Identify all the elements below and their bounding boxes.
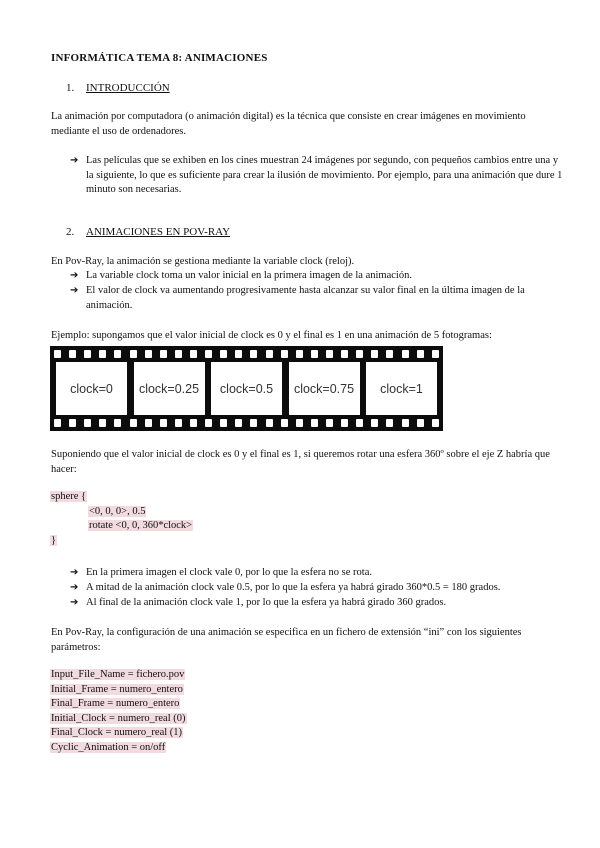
section-number: 2. — [66, 226, 75, 238]
film-hole — [402, 419, 409, 427]
code-line: } — [51, 534, 57, 546]
film-hole — [296, 350, 303, 358]
film-hole — [54, 419, 61, 427]
film-hole — [386, 350, 393, 358]
film-hole — [281, 350, 288, 358]
bullet-text: El valor de clock va aumentando progresivamente hasta alcanzar su valor final en la última imagen de la animación. — [86, 285, 525, 311]
film-hole — [145, 419, 152, 427]
film-hole — [220, 419, 227, 427]
ini-paragraph: En Pov-Ray, la configuración de una animación se especifica en un fichero de extensión “ini” con los siguientes parámetros: — [51, 627, 522, 653]
film-frame: clock=0.25 — [134, 362, 205, 415]
arrow-icon: ➔ — [70, 597, 79, 608]
film-hole — [341, 350, 348, 358]
film-hole — [386, 419, 393, 427]
param-line: Final_Frame = numero_entero — [51, 698, 180, 709]
film-hole — [205, 350, 212, 358]
film-hole — [220, 350, 227, 358]
povray-bullet — [70, 269, 564, 284]
film-hole — [266, 350, 273, 358]
film-hole — [250, 350, 257, 358]
film-hole — [235, 350, 242, 358]
film-holes-top — [54, 350, 439, 358]
param-line: Cyclic_Animation = on/off — [51, 741, 166, 753]
rotation-bullet — [70, 566, 564, 581]
code-line: rotate <0, 0, 360*clock> — [89, 520, 193, 531]
film-hole — [69, 419, 76, 427]
arrow-icon: ➔ — [70, 567, 79, 578]
bullet-text: Al final de la animación clock vale 1, por lo que la esfera ya habrá girado 360 grados. — [86, 597, 447, 608]
document-title: INFORMÁTICA TEMA 8: ANIMACIONES — [51, 52, 268, 64]
film-frame: clock=0 — [56, 362, 127, 415]
film-hole — [417, 419, 424, 427]
film-hole — [432, 350, 439, 358]
rotation-bullet — [70, 581, 564, 596]
film-hole — [296, 419, 303, 427]
rotation-paragraph: Suponiendo que el valor inicial de clock es 0 y el final es 1, si queremos rotar una esfera 360º sobre el eje Z habría que hacer: — [51, 449, 550, 475]
code-block-sphere — [50, 490, 193, 548]
film-hole — [402, 350, 409, 358]
film-hole — [84, 350, 91, 358]
section-heading-povray — [66, 226, 230, 238]
film-hole — [356, 350, 363, 358]
film-hole — [326, 419, 333, 427]
film-hole — [160, 419, 167, 427]
film-hole — [205, 419, 212, 427]
film-hole — [99, 419, 106, 427]
param-line: Input_File_Name = fichero.pov — [51, 669, 185, 680]
section-heading-intro — [66, 82, 170, 94]
code-line: <0, 0, 0>, 0.5 — [89, 505, 146, 517]
film-frame: clock=1 — [366, 362, 437, 415]
film-hole — [341, 419, 348, 427]
film-hole — [371, 419, 378, 427]
film-hole — [145, 350, 152, 358]
film-holes-bottom — [54, 419, 439, 427]
code-block-ini — [50, 668, 187, 755]
param-line: Initial_Frame = numero_entero — [51, 683, 183, 695]
film-frame: clock=0.75 — [289, 362, 360, 415]
film-hole — [417, 350, 424, 358]
bullet-text: Las películas que se exhiben en los cines muestran 24 imágenes por segundo, con pequeños cambios entre una y la siguiente, lo que es suficiente para crear la ilusión de movimiento. Por ejemplo, para una animación que dure 1 minuto son necesarias. — [86, 155, 563, 195]
bullet-text: La variable clock toma un valor inicial en la primera imagen de la animación. — [86, 270, 412, 281]
film-frame: clock=0.5 — [211, 362, 282, 415]
film-hole — [371, 350, 378, 358]
code-line: sphere { — [51, 491, 87, 502]
povray-bullet — [70, 284, 564, 313]
film-hole — [99, 350, 106, 358]
intro-bullet — [70, 154, 564, 198]
param-line: Final_Clock = numero_real (1) — [51, 727, 183, 738]
film-hole — [311, 419, 318, 427]
film-hole — [356, 419, 363, 427]
film-hole — [84, 419, 91, 427]
film-strip — [50, 346, 443, 431]
film-hole — [175, 350, 182, 358]
film-hole — [114, 350, 121, 358]
film-hole — [130, 419, 137, 427]
film-hole — [160, 350, 167, 358]
arrow-icon: ➔ — [70, 155, 79, 166]
section-title: INTRODUCCIÓN — [86, 82, 170, 94]
film-hole — [130, 350, 137, 358]
film-hole — [281, 419, 288, 427]
rotation-bullet — [70, 596, 564, 611]
film-hole — [326, 350, 333, 358]
film-hole — [190, 419, 197, 427]
film-hole — [190, 350, 197, 358]
film-hole — [311, 350, 318, 358]
arrow-icon: ➔ — [70, 582, 79, 593]
film-hole — [114, 419, 121, 427]
arrow-icon: ➔ — [70, 285, 79, 296]
section-title: ANIMACIONES EN POV-RAY — [86, 226, 231, 238]
film-hole — [266, 419, 273, 427]
povray-paragraph-1: En Pov-Ray, la animación se gestiona mediante la variable clock (reloj). — [51, 256, 355, 267]
bullet-text: A mitad de la animación clock vale 0.5, por lo que la esfera ya habrá girado 360*0.5 = 180 grados. — [86, 582, 501, 593]
film-hole — [69, 350, 76, 358]
film-hole — [54, 350, 61, 358]
arrow-icon: ➔ — [70, 270, 79, 281]
section-number: 1. — [66, 82, 75, 94]
bullet-text: En la primera imagen el clock vale 0, por lo que la esfera no se rota. — [86, 567, 373, 578]
example-paragraph: Ejemplo: supongamos que el valor inicial de clock es 0 y el final es 1 en una animación de 5 fotogramas: — [51, 330, 492, 341]
film-frames — [56, 362, 437, 415]
intro-paragraph: La animación por computadora (o animación digital) es la técnica que consiste en crear imágenes en movimiento mediante el uso de ordenadores. — [51, 111, 526, 137]
film-hole — [175, 419, 182, 427]
film-hole — [235, 419, 242, 427]
film-hole — [250, 419, 257, 427]
film-hole — [432, 419, 439, 427]
param-line: Initial_Clock = numero_real (0) — [51, 712, 186, 724]
